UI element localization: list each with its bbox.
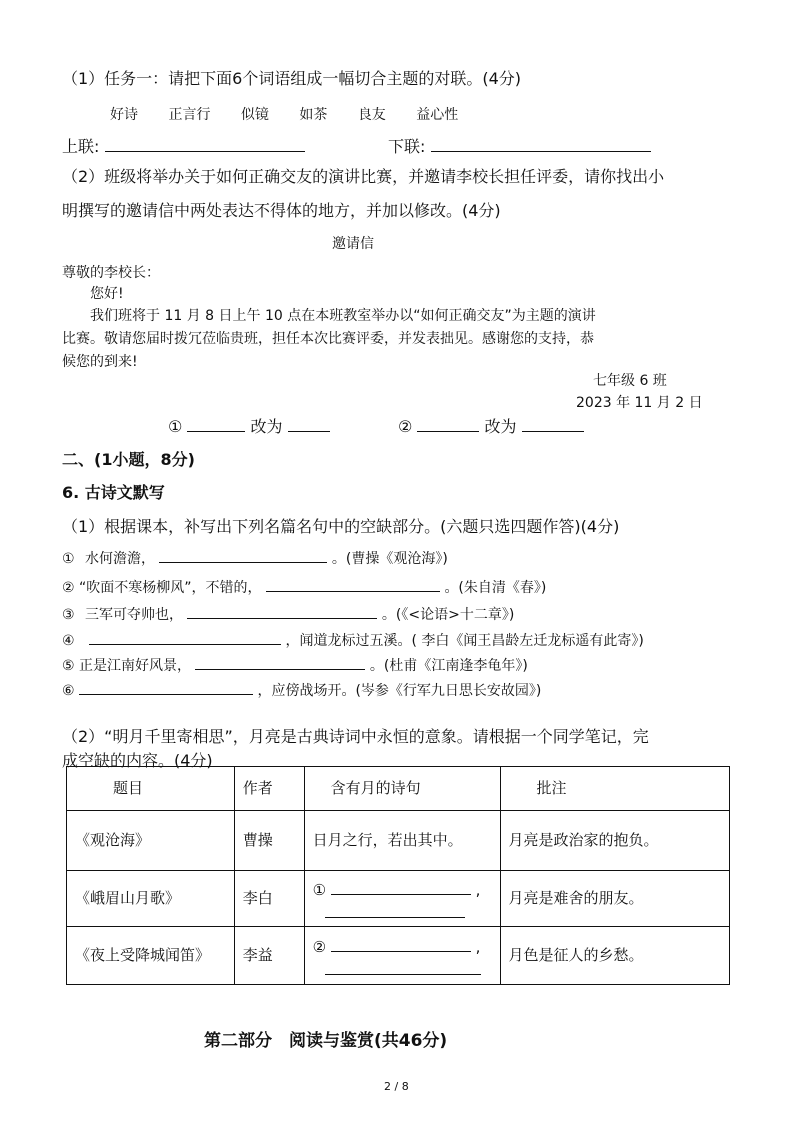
row-title: 《峨眉山月歌》 xyxy=(67,871,235,927)
recitation-item-4 xyxy=(62,630,644,650)
poem-blank[interactable] xyxy=(331,937,471,952)
word-item: 正言行 xyxy=(168,107,211,123)
q6-part2-line1: （2）“明月千里寄相思”，月亮是古典诗词中永恒的意象。请根据一个同学笔记，完 xyxy=(62,727,649,746)
letter-body-line3: 候您的到来! xyxy=(62,354,138,370)
fix1-revised-blank[interactable] xyxy=(288,417,330,432)
item-post-text: 。(朱自清《春》) xyxy=(444,580,547,596)
letter-date: 2023 年 11 月 2 日 xyxy=(576,395,703,411)
item-pre-text: 三军可夺帅也， xyxy=(85,607,184,623)
table-row xyxy=(67,811,730,871)
fix1-number: ① xyxy=(168,417,183,436)
page-number: 2 / 8 xyxy=(384,1080,409,1093)
fix2-change-label: 改为 xyxy=(484,417,517,436)
fix1-original-blank[interactable] xyxy=(187,417,245,432)
task2-prompt-line1: （2）班级将举办关于如何正确交友的演讲比赛，并邀请李校长担任评委，请你找出小 xyxy=(62,167,665,186)
word-list xyxy=(110,104,458,124)
blank-comma: , xyxy=(475,880,481,899)
word-item: 好诗 xyxy=(110,107,138,123)
item-pre-text: 水何澹澹， xyxy=(85,551,156,567)
header-note: 批注 xyxy=(500,767,729,811)
row-note: 月色是征人的乡愁。 xyxy=(500,927,729,985)
item-pre-text: “吹面不寒杨柳风”，不错的， xyxy=(79,580,262,596)
fix2-number: ② xyxy=(398,417,413,436)
row-note: 月亮是难舍的朋友。 xyxy=(500,871,729,927)
item-post-text: ，应傍战场开。(岑参《行军九日思长安故园》) xyxy=(257,683,542,699)
item-blank[interactable] xyxy=(266,577,440,592)
item-number: ① xyxy=(62,551,75,567)
recitation-item-2 xyxy=(62,577,546,597)
item-blank[interactable] xyxy=(195,655,365,670)
header-title: 题目 xyxy=(67,767,235,811)
letter-greeting: 您好! xyxy=(90,286,124,302)
recitation-item-6 xyxy=(62,680,541,700)
upper-label: 上联: xyxy=(62,137,100,156)
item-blank[interactable] xyxy=(79,680,253,695)
fix2-revised-blank[interactable] xyxy=(522,417,584,432)
recitation-item-3 xyxy=(62,604,514,624)
table-row xyxy=(67,927,730,985)
item-post-text: ，闻道龙标过五溪。( 李白《闻王昌龄左迁龙标遥有此寄》) xyxy=(285,633,644,649)
item-number: ④ xyxy=(62,633,75,649)
table-header-row xyxy=(67,767,730,811)
poem-blank[interactable] xyxy=(331,880,471,895)
recitation-item-5 xyxy=(62,655,528,675)
poem-blank[interactable] xyxy=(325,958,481,975)
row-author: 李白 xyxy=(234,871,304,927)
q6-part2-line2: 成空缺的内容。(4分) xyxy=(62,751,213,770)
item-number: ⑤ xyxy=(62,658,75,674)
fix2-original-blank[interactable] xyxy=(417,417,479,432)
word-item: 益心性 xyxy=(416,107,459,123)
item-number: ⑥ xyxy=(62,683,75,699)
table-row xyxy=(67,871,730,927)
item-post-text: 。(曹操《观沧海》) xyxy=(331,551,448,567)
poem-blank[interactable] xyxy=(325,901,465,918)
task2-prompt-line2: 明撰写的邀请信中两处表达不得体的地方，并加以修改。(4分) xyxy=(62,201,501,220)
row-line-number: ① xyxy=(312,880,327,899)
letter-signature: 七年级 6 班 xyxy=(593,373,667,389)
q6-part1-prompt: （1）根据课本，补写出下列名篇名句中的空缺部分。(六题只选四题作答)(4分) xyxy=(62,517,620,536)
item-blank[interactable] xyxy=(159,548,327,563)
item-post-text: 。(杜甫《江南逢李龟年》) xyxy=(369,658,528,674)
part2-heading: 第二部分 阅读与鉴赏(共46分) xyxy=(204,1031,448,1051)
item-pre-text: 正是江南好风景， xyxy=(79,658,192,674)
row-author: 李益 xyxy=(234,927,304,985)
lower-couplet-blank[interactable] xyxy=(431,137,651,152)
lower-label: 下联: xyxy=(388,137,426,156)
fix2-row xyxy=(398,414,584,437)
row-title: 《观沧海》 xyxy=(67,811,235,871)
row-note: 月亮是政治家的抱负。 xyxy=(500,811,729,871)
letter-salutation: 尊敬的李校长： xyxy=(62,265,160,281)
word-item: 良友 xyxy=(357,107,386,123)
word-item: 如茶 xyxy=(299,107,328,123)
item-number: ② xyxy=(62,580,75,596)
fix1-change-label: 改为 xyxy=(250,417,283,436)
item-blank[interactable] xyxy=(187,604,377,619)
row-author: 曹操 xyxy=(234,811,304,871)
word-item: 似镜 xyxy=(240,107,269,123)
letter-body-line2: 比赛。敬请您届时拨冗莅临贵班，担任本次比赛评委，并发表拙见。感谢您的支持，恭 xyxy=(62,331,594,347)
row-title: 《夜上受降城闻笛》 xyxy=(67,927,235,985)
item-post-text: 。(《<论语>十二章》) xyxy=(381,607,515,623)
item-number: ③ xyxy=(62,607,75,623)
fix1-row xyxy=(168,414,330,437)
row-line-number: ② xyxy=(312,937,327,956)
row-line-cell xyxy=(304,927,500,985)
header-author: 作者 xyxy=(234,767,304,811)
item-blank[interactable] xyxy=(89,630,281,645)
section2-title: 二、(1小题，8分) xyxy=(62,450,195,469)
blank-comma: , xyxy=(475,937,481,956)
header-line: 含有月的诗句 xyxy=(304,767,500,811)
task1-prompt: （1）任务一：请把下面6个词语组成一幅切合主题的对联。(4分) xyxy=(62,69,522,88)
upper-couplet-row xyxy=(62,134,305,157)
letter-title: 邀请信 xyxy=(332,236,374,252)
q6-title: 6. 古诗文默写 xyxy=(62,483,165,502)
row-line-cell xyxy=(304,871,500,927)
letter-body-line1: 我们班将于 11 月 8 日上午 10 点在本班教室举办以“如何正确交友”为主题的演讲 xyxy=(90,308,596,324)
recitation-item-1 xyxy=(62,548,448,568)
row-line: 日月之行，若出其中。 xyxy=(304,811,500,871)
upper-couplet-blank[interactable] xyxy=(105,137,305,152)
lower-couplet-row xyxy=(388,134,651,157)
moon-poems-table xyxy=(66,766,730,985)
